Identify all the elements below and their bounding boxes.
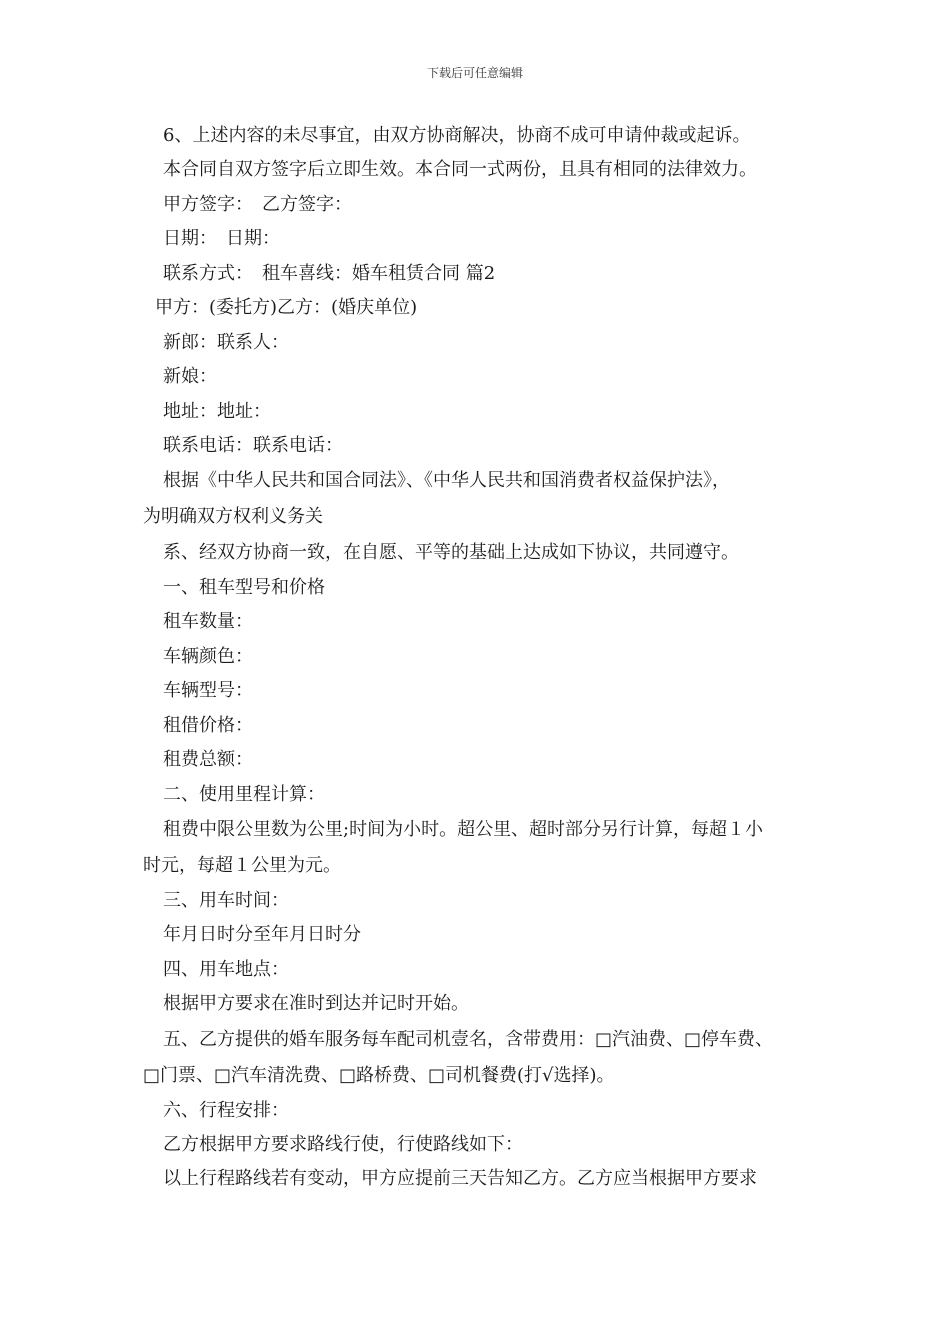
field-vehicle-color: 车辆颜色：	[163, 646, 253, 667]
basis-paragraph: 根据《中华人民共和国合同法》、《中华人民共和国消费者权益保护法》，	[163, 470, 730, 491]
phone-line: 联系电话：联系电话：	[163, 435, 343, 456]
section-2-heading: 二、使用里程计算：	[163, 784, 325, 805]
field-total-fee: 租费总额：	[163, 749, 253, 770]
location-line: 根据甲方要求在准时到达并记时开始。	[163, 993, 469, 1014]
effect-clause: 本合同自双方签字后立即生效。本合同一式两份，且具有相同的法律效力。	[163, 159, 757, 180]
mileage-paragraph-cont: 时元，每超１公里为元。	[143, 855, 341, 876]
route-line: 乙方根据甲方要求路线行使，行使路线如下：	[163, 1134, 523, 1155]
section-5-paragraph-cont: □门票、□汽车清洗费、□路桥费、□司机餐费(打√选择)。	[143, 1065, 615, 1086]
section-1-heading: 一、租车型号和价格	[163, 577, 325, 598]
usage-time-line: 年月日时分至年月日时分	[163, 924, 361, 945]
route-change-line: 以上行程路线若有变动，甲方应提前三天告知乙方。乙方应当根据甲方要求	[163, 1168, 757, 1189]
field-rental-quantity: 租车数量：	[163, 611, 253, 632]
groom-line: 新郎：联系人：	[163, 332, 289, 353]
address-line: 地址：地址：	[163, 401, 271, 422]
section-5-paragraph: 五、乙方提供的婚车服务每车配司机壹名，含带费用：□汽油费、□停车费、	[163, 1029, 774, 1050]
agreement-paragraph: 系、经双方协商一致，在自愿、平等的基础上达成如下协议，共同遵守。	[163, 542, 739, 563]
signature-line: 甲方签字： 乙方签字：	[163, 194, 352, 215]
basis-paragraph-cont: 为明确双方权利义务关	[143, 506, 323, 527]
field-vehicle-model: 车辆型号：	[163, 680, 253, 701]
section-6-heading: 六、行程安排：	[163, 1100, 289, 1121]
mileage-paragraph: 租费中限公里数为公里;时间为小时。超公里、超时部分另行计算，每超１小	[163, 819, 764, 840]
section-4-heading: 四、用车地点：	[163, 959, 289, 980]
contact-line: 联系方式： 租车喜线：婚车租赁合同 篇2	[163, 263, 496, 284]
section-3-heading: 三、用车时间：	[163, 890, 289, 911]
date-line: 日期： 日期：	[163, 228, 280, 249]
clause-6: 6、上述内容的未尽事宜，由双方协商解决，协商不成可申请仲裁或起诉。	[163, 125, 751, 146]
field-rental-price: 租借价格：	[163, 715, 253, 736]
parties-line: 甲方：(委托方)乙方：(婚庆单位)	[155, 297, 418, 318]
bride-line: 新娘：	[163, 366, 217, 387]
page-header: 下载后可任意编辑	[426, 66, 523, 80]
